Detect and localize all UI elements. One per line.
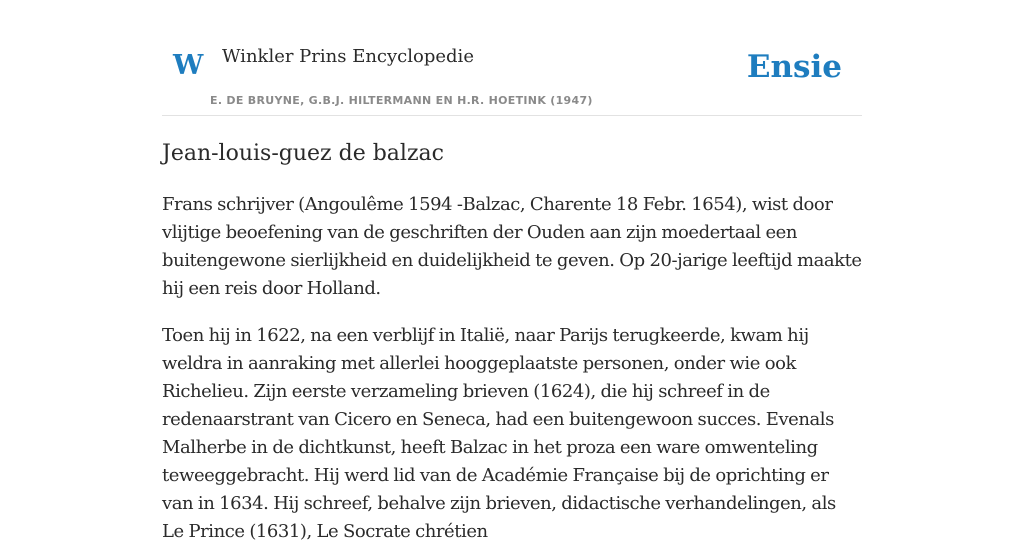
article-title: Jean-louis-guez de balzac [162,141,444,166]
source-authors: E. DE BRUYNE, G.B.J. HILTERMANN EN H.R. HOETINK (1947) [210,94,593,107]
source-header [162,0,862,116]
content-container [162,0,862,546]
article-paragraph: Frans schrijver (Angoulême 1594 -Balzac, Charente 18 Febr. 1654), wist door vlijtige beoefening van de geschriften der Ouden aan zijn moedertaal een buitengewone sierlijkheid en duidelijkheid te geven. Op 20-jarige leeftijd maakte hij een reis door Holland. [162,193,862,299]
source-logo-icon[interactable]: W [173,50,204,81]
ensie-logo-link[interactable]: Ensie [746,49,842,85]
article-paragraph: Toen hij in 1622, na een verblijf in Italië, naar Parijs terugkeerde, kwam hij weldra in aanraking met allerlei hooggeplaatste personen, onder wie ook Richelieu. Zijn eerste verzameling brieven (1624), die hij schreef in de redenaarstrant van Cicero en Seneca, had een buitengewoon succes. Evenals Malherbe in de dichtkunst, heeft Balzac in het proza een ware omwenteling teweeggebracht. Hij werd lid van de Académie Française bij de oprichting er van in 1634. Hij schreef, behalve zijn brieven, didactische verhandelingen, als Le Prince (1631), Le Socrate chrétien [162,324,836,542]
source-title[interactable]: Winkler Prins Encyclopedie [222,46,474,67]
